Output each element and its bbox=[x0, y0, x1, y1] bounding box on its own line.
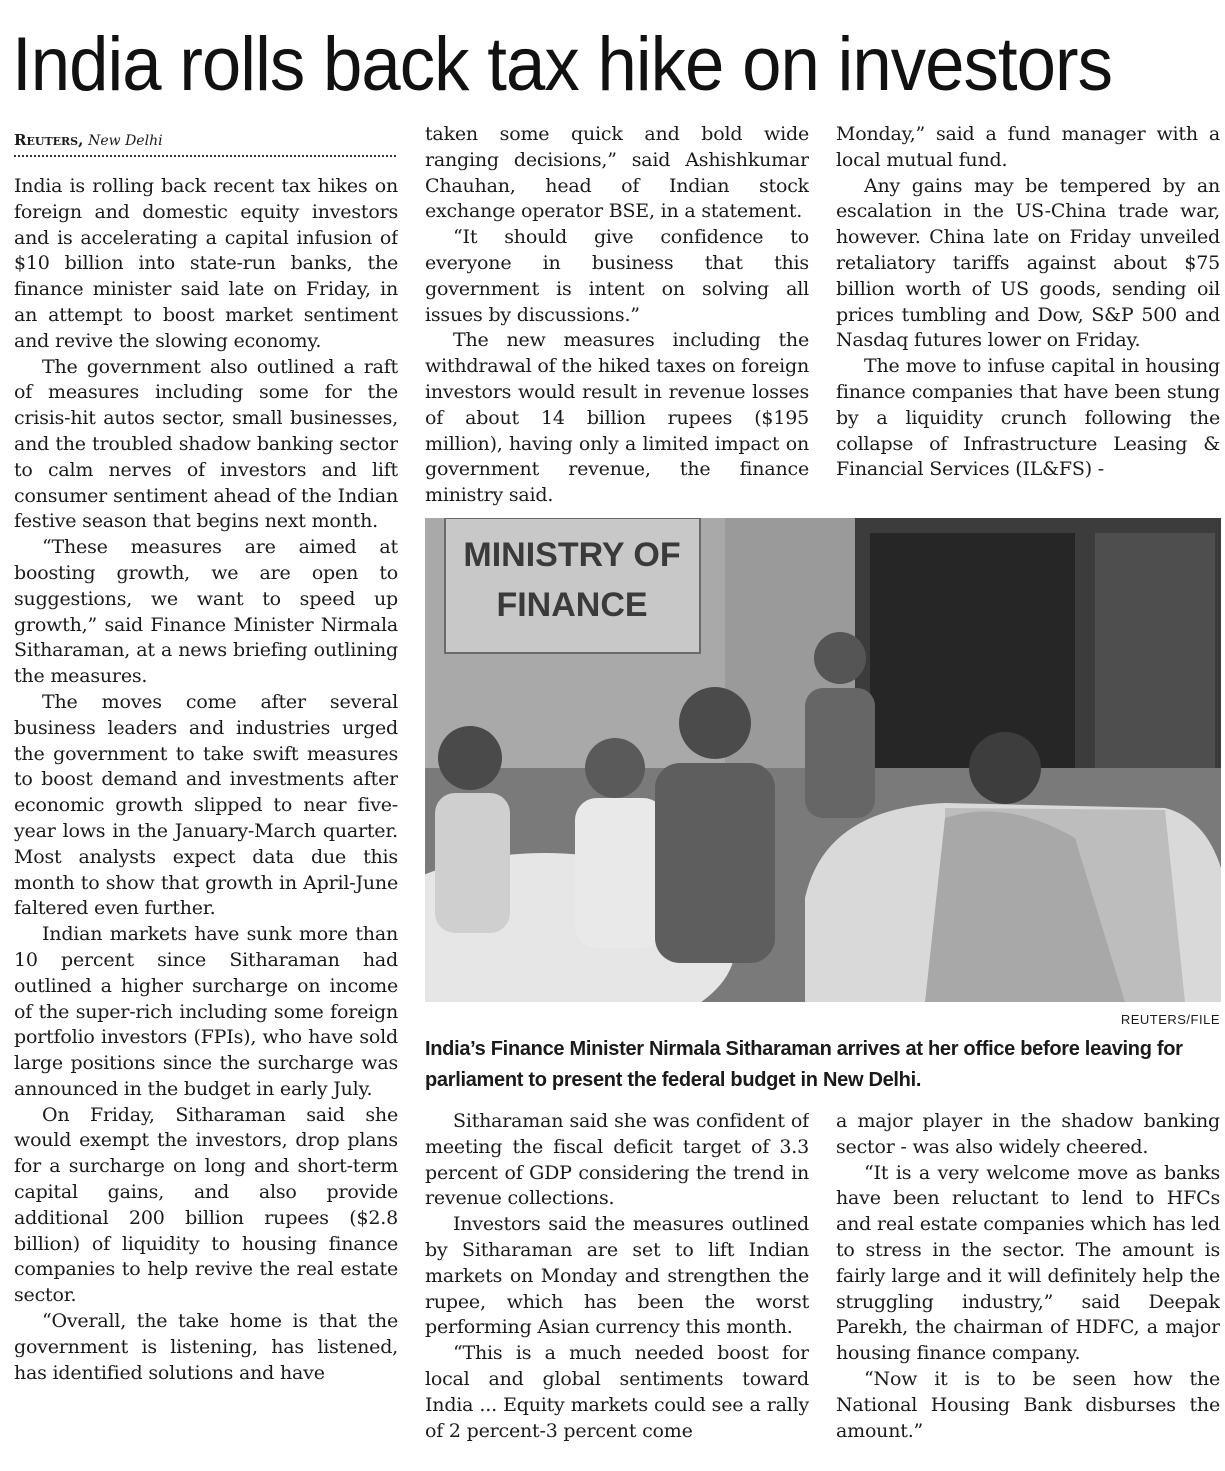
byline-divider bbox=[14, 155, 396, 167]
paragraph: “This is a much needed boost for local and global sentiments toward India ... Equity markets could see a rally of 2 percent-3 percent come bbox=[425, 1342, 809, 1442]
paragraph: On Friday, Sitharaman said she would exempt the investors, drop plans for a surcharge on long and short-term capital gains, and also provide additional 200 billion rupees ($2.8 billion) of liquidity to housing finance companies to help revive the real estate sector. bbox=[14, 1103, 398, 1307]
column-3-bottom bbox=[836, 1109, 1220, 1471]
paragraph: The new measures including the withdrawal of the hiked taxes on foreign investors would result in revenue losses of about 14 billion rupees ($195 million), having only a limited impact on government revenue, the finance ministry said. bbox=[425, 329, 809, 507]
column-2-bottom bbox=[425, 1109, 809, 1471]
photo-caption: India’s Finance Minister Nirmala Sitharaman arrives at her office before leaving for parliament to present the federal budget in New Delhi. bbox=[425, 1038, 1183, 1091]
paragraph: “Now it is to be seen how the National Housing Bank disburses the amount.” bbox=[836, 1367, 1220, 1442]
paragraph: Any gains may be tempered by an escalation in the US-China trade war, however. China late on Friday unveiled retaliatory tariffs against about $75 billion worth of US goods, sending oil prices tumbling and Dow, S&P 500 and Nasdaq futures lower on Friday. bbox=[836, 174, 1220, 352]
paragraph: The move to infuse capital in housing finance companies that have been stung by a liquidity crunch following the collapse of Infrastructure Leasing & Financial Services (IL&FS) - bbox=[836, 355, 1220, 481]
headline: India rolls back tax hike on investors bbox=[12, 22, 1113, 107]
paragraph: Indian markets have sunk more than 10 percent since Sitharaman had outlined a higher surcharge on income of the super-rich including some foreign portfolio investors (FPIs), who have sold large positions since the surcharge was announced in the budget in early July. bbox=[14, 923, 398, 1100]
paragraph: “It should give confidence to everyone in business that this government is intent on solving all issues by discussions.” bbox=[425, 226, 809, 326]
column-2-top bbox=[425, 122, 809, 507]
paragraph: a major player in the shadow banking sector - was also widely cheered. bbox=[836, 1110, 1220, 1158]
byline-agency: Reuters, bbox=[14, 131, 84, 149]
paragraph: The moves come after several business leaders and industries urged the government to take swift measures to boost demand and investments after economic growth slipped to near five-year lows in the January-March quarter. Most analysts expect data due this month to show that growth in April-June faltered even further. bbox=[14, 690, 398, 920]
news-photo bbox=[425, 518, 1221, 1002]
paragraph: The government also outlined a raft of measures including some for the crisis-hit autos sector, small businesses, and the troubled shadow banking sector to calm nerves of investors and lift consumer sentiment ahead of the Indian festive season that begins next month. bbox=[14, 355, 398, 533]
paragraph: taken some quick and bold wide ranging decisions,” said Ashishkumar Chauhan, head of Indian stock exchange operator BSE, in a statement. bbox=[425, 123, 809, 223]
paragraph: “Overall, the take home is that the government is listening, has listened, has identified solutions and have bbox=[14, 1310, 398, 1384]
paragraph: Sitharaman said she was confident of meeting the fiscal deficit target of 3.3 percent of GDP considering the trend in revenue collections. bbox=[425, 1110, 809, 1210]
paragraph: India is rolling back recent tax hikes on foreign and domestic equity investors and is accelerating a capital infusion of $10 billion into state-run banks, the finance minister said late on Friday, in an attempt to boost market sentiment and revive the slowing economy. bbox=[14, 175, 398, 352]
paragraph: Monday,” said a fund manager with a local mutual fund. bbox=[836, 123, 1220, 171]
paragraph: “It is a very welcome move as banks have been reluctant to lend to HFCs and real estate companies which has led to stress in the sector. The amount is fairly large and it will definitely help the struggling industry,” said Deepak Parekh, the chairman of HDFC, a major housing finance company. bbox=[836, 1161, 1220, 1365]
sign-line-2: FINANCE bbox=[496, 586, 648, 624]
paragraph: Investors said the measures outlined by Sitharaman are set to lift Indian markets on Monday and strengthen the rupee, which has been the worst performing Asian currency this month. bbox=[425, 1213, 809, 1339]
photo-credit: REUTERS/FILE bbox=[1120, 1012, 1220, 1027]
column-1 bbox=[14, 174, 398, 1471]
column-3-top bbox=[836, 122, 1220, 507]
paragraph: “These measures are aimed at boosting growth, we are open to suggestions, we want to speed up growth,” said Finance Minister Nirmala Sitharaman, at a news briefing outlining the measures. bbox=[14, 536, 398, 688]
byline-location: New Delhi bbox=[88, 133, 163, 149]
byline bbox=[14, 128, 398, 152]
sign-line-1: MINISTRY OF bbox=[463, 536, 681, 574]
